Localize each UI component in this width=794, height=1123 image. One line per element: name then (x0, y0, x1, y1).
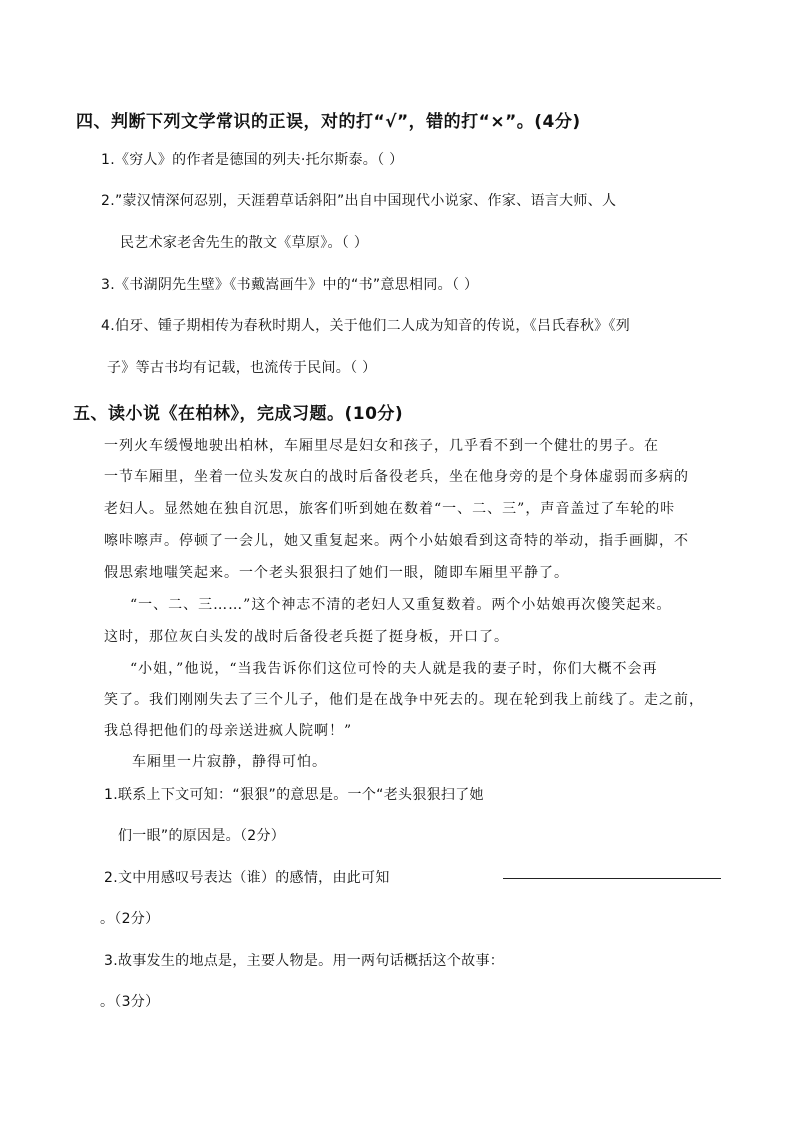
section4-title: 四、判断下列文学常识的正误，对的打“√”，错的打“×”。(4分) (76, 112, 581, 132)
question-5-2-line2: 。（2分） (100, 911, 160, 927)
passage-line: 嚓咔嚓声。停顿了一会儿，她又重复起来。两个小姑娘看到这奇特的举动，指手画脚，不 (104, 533, 689, 549)
question-5-2-line1: 2.文中用感叹号表达（谁）的感情，由此可知 (104, 870, 390, 886)
passage-line: 老妇人。显然她在独自沉思，旅客们听到她在数着“一、二、三”，声音盖过了车轮的咔 (104, 501, 676, 517)
passage-line: “一、二、三……”这个神志不清的老妇人又重复数着。两个小姑娘再次傻笑起来。 (130, 597, 672, 613)
passage-line: 笑了。我们刚刚失去了三个儿子，他们是在战争中死去的。现在轮到我上前线了。走之前， (104, 692, 704, 708)
question-5-1-line2: 们一眼”的原因是。（2分） (118, 828, 286, 844)
question-4-2-line1: 2.”蒙汉情深何忍别，天涯碧草话斜阳”出自中国现代小说家、作家、语言大师、人 (101, 193, 617, 209)
passage-line: 车厢里一片寂静，静得可怕。 (132, 754, 327, 770)
question-5-3-line2: 。（3分） (100, 994, 160, 1010)
question-5-1-line1: 1.联系上下文可知：“狠狠”的意思是。一个“老头狠狠扫了她 (104, 787, 484, 803)
passage-line: 我总得把他们的母亲送进疯人院啊！” (104, 723, 353, 739)
passage-line: 假思索地嗤笑起来。一个老头狠狠扫了她们一眼，随即车厢里平静了。 (104, 565, 569, 581)
question-4-4-line1: 4.伯牙、锺子期相传为春秋时期人，关于他们二人成为知音的传说，《吕氏春秋》《列 (101, 318, 631, 334)
answer-blank-line (503, 878, 721, 879)
passage-line: “小姐，”他说，“当我告诉你们这位可怜的夫人就是我的妻子时，你们大概不会再 (130, 661, 658, 677)
question-4-3: 3.《书湖阴先生壁》《书戴嵩画牛》中的“书”意思相同。（ ） (101, 277, 479, 293)
passage-line: 这时，那位灰白头发的战时后备役老兵挺了挺身板，开口了。 (104, 629, 509, 645)
question-4-1: 1.《穷人》的作者是德国的列夫·托尔斯泰。（ ） (101, 152, 404, 168)
question-5-3-line1: 3.故事发生的地点是，主要人物是。用一两句话概括这个故事： (104, 953, 505, 969)
section5-title: 五、读小说《在柏林》，完成习题。(10分) (73, 404, 404, 424)
passage-line: 一列火车缓慢地驶出柏林，车厢里尽是妇女和孩子，几乎看不到一个健壮的男子。在 (104, 438, 659, 454)
question-4-2-line2: 民艺术家老舍先生的散文《草原》。（ ） (120, 235, 369, 251)
question-4-4-line2: 子》等古书均有记载，也流传于民间。（ ） (107, 360, 377, 376)
passage-line: 一节车厢里，坐着一位头发灰白的战时后备役老兵，坐在他身旁的是个身体虚弱而多病的 (104, 469, 689, 485)
